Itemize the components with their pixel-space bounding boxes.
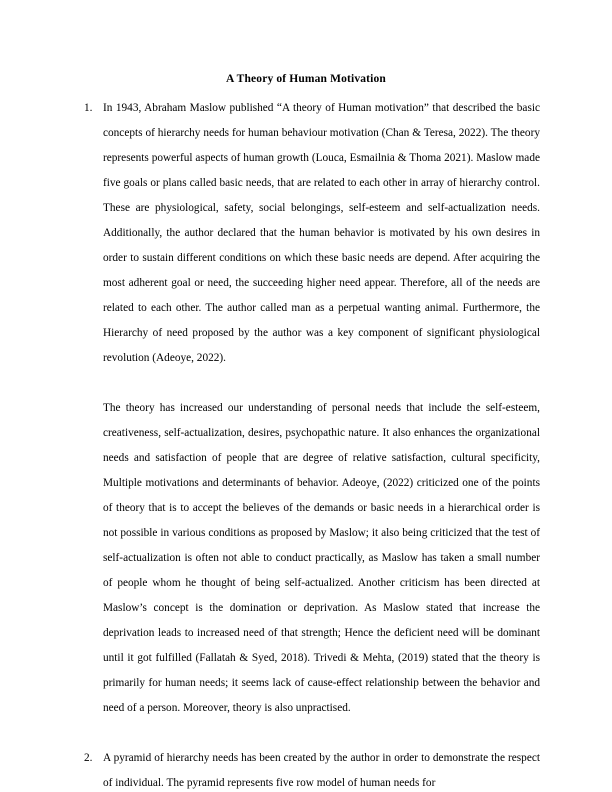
- list-marker: 2.: [84, 752, 93, 764]
- paragraph-text: A pyramid of hierarchy needs has been created by the author in order to demonstrate the respect of individual. The pyramid represents five row model of human needs for: [103, 752, 540, 789]
- list-item: [72, 746, 540, 792]
- list-item: [72, 96, 540, 371]
- document-body: [72, 96, 540, 792]
- page-title: A Theory of Human Motivation: [226, 72, 386, 85]
- paragraph-text: The theory has increased our understanding of personal needs that include the self-esteem, creativeness, self-actualization, desires, psychopathic nature. It also enhances the organizational needs and satisfaction of people that are degree of relative satisfaction, cultural specificity, Multiple motivations and determinants of behavior. Adeoye, (2022) criticized one of the points of theory that is to accept the believes of the demands or basic needs in a hierarchical order is not possible in various conditions as proposed by Maslow; it also being criticized that the test of self-actualization is often not able to conduct practically, as Maslow has taken a small number of people whom he thought of being self-actualized. Another criticism has been directed at Maslow’s concept is the domination or deprivation. As Maslow stated that increase the deprivation leads to increased need of that strength; Hence the deficient need will be dominant until it got fulfilled (Fallatah & Syed, 2018). Trivedi & Mehta, (2019) stated that the theory is primarily for human needs; it seems lack of cause-effect relationship between the behavior and need of a person. Moreover, theory is also unpractised.: [103, 402, 540, 714]
- paragraph: [72, 396, 540, 721]
- list-marker: 1.: [84, 102, 93, 114]
- paragraph-text: In 1943, Abraham Maslow published “A theory of Human motivation” that described the basic concepts of hierarchy needs for human behaviour motivation (Chan & Teresa, 2022). The theory represents powerful aspects of human growth (Louca, Esmailnia & Thoma 2021). Maslow made five goals or plans called basic needs, that are related to each other in array of hierarchy control. These are physiological, safety, social belongings, self-esteem and self-actualization needs. Additionally, the author declared that the human behavior is motivated by his own desires in order to sustain different conditions on which these basic needs are depend. After acquiring the most adherent goal or need, the succeeding higher need appear. Therefore, all of the needs are related to each other. The author called man as a perpetual wanting animal. Furthermore, the Hierarchy of need proposed by the author was a key component of significant physiological revolution (Adeoye, 2022).: [103, 102, 540, 364]
